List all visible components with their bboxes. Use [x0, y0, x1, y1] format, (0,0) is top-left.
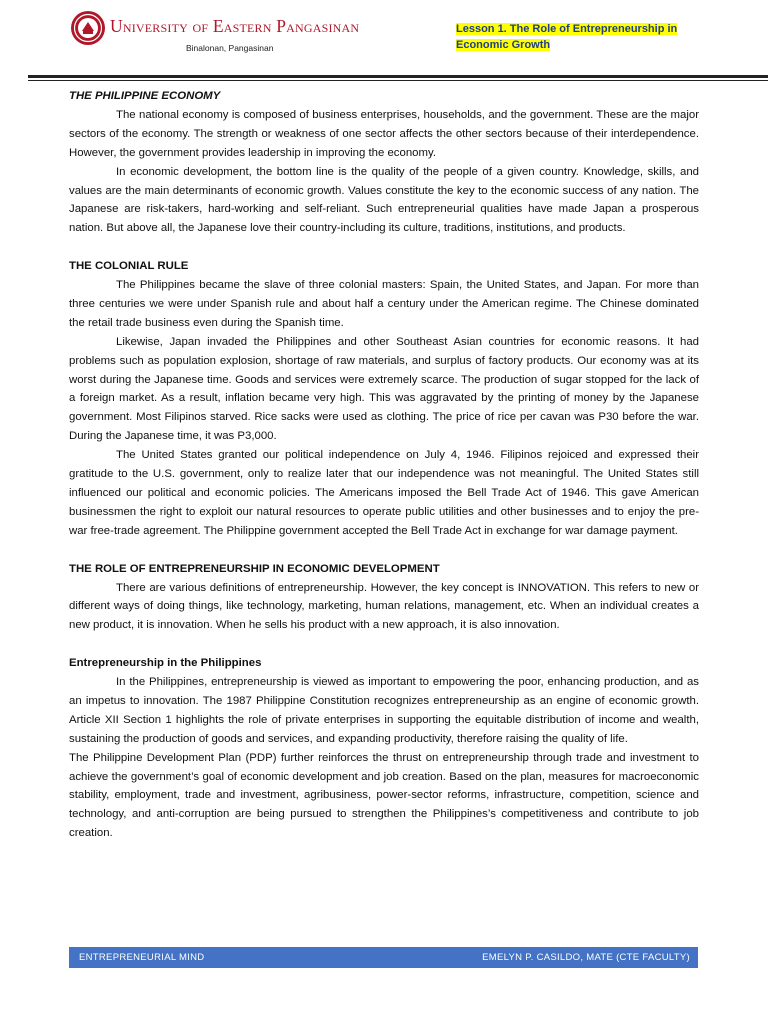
- paragraph: Likewise, Japan invaded the Philippines and other Southeast Asian countries for economic reasons. It had problems such as population explosion, shortage of raw materials, and surplus of factory products. Our economy was at its worst during the Japanese time. Goods and services were extremely scarce. The production of sugar stopped for the lack of a foreign market. As a result, inflation became very high. This was aggravated by the printing of money by the Japanese government. Most Filipinos starved. Rice sacks were used as clothing. The price of rice per cavan was P30 before the war. During the Japanese time, it was P3,000.: [69, 335, 699, 443]
- lesson-title: [456, 21, 696, 53]
- header-divider-thin: [28, 80, 768, 81]
- paragraph: In economic development, the bottom line is the quality of the people of a given country. Knowledge, skills, and values are the main determinants of economic growth. Values constitute the key to the economic success of any nation. The Japanese are risk-takers, hard-working and self-reliant. Such entrepreneurial qualities have made Japan a prosperous nation. But above all, the Japanese love their country-including its culture, traditions, institutions, and products.: [69, 165, 699, 235]
- university-seal-icon: [70, 10, 106, 46]
- paragraph: The Philippine Development Plan (PDP) further reinforces the thrust on entrepreneurship through trade and investment to achieve the government’s goal of economic development and job creation. Based on the plan, measures for macroeconomic stability, employment, trade and investment, agribusiness, power-sector reforms, infrastructure, competition, science and technology, and anti-corruption are being pursued to strengthen the Philippines’s competitiveness and contribute to job creation.: [69, 751, 699, 840]
- page-footer: [69, 947, 698, 968]
- university-location: Binalonan, Pangasinan: [186, 43, 274, 53]
- paragraph: In the Philippines, entrepreneurship is viewed as important to empowering the poor, enhancing production, and as an impetus to innovation. The 1987 Philippine Constitution recognizes entrepreneurship as an engine of economic growth. Article XII Section 1 highlights the role of private enterprises in supporting the equitable distribution of income and wealth, sustaining the production of goods and services, and expanding productivity, therefore raising the quality of life.: [69, 676, 699, 745]
- footer-course: ENTREPRENEURIAL MIND: [79, 952, 205, 963]
- header-divider: [28, 75, 768, 78]
- section-heading: THE PHILIPPINE ECONOMY: [69, 90, 221, 102]
- footer-author: EMELYN P. CASILDO, MATE (CTE FACULTY): [482, 952, 690, 963]
- section-heading: THE COLONIAL RULE: [69, 260, 189, 273]
- paragraph: There are various definitions of entrepreneurship. However, the key concept is INNOVATION. This refers to new or different ways of doing things, like technology, marketing, human relations, management, etc. When an individual creates a new product, it is innovation. When he sells his product with a new approach, it is also innovation.: [69, 581, 699, 632]
- university-name: University of Eastern Pangasinan: [110, 16, 360, 36]
- paragraph: The United States granted our political independence on July 4, 1946. Filipinos rejoiced and expressed their gratitude to the U.S. government, only to realize later that our independence was not meaningful. The United States still influenced our political and economic policies. The Americans imposed the Bell Trade Act of 1946. This gave American businessmen the right to exploit our natural resources to operate public utilities and other businesses and to enjoy the pre-war free-trade agreement. The Philippine government accepted the Bell Trade Act in exchange for war damage payment.: [69, 449, 699, 537]
- lesson-title-text: Lesson 1. The Role of Entrepreneurship in Economic Growth: [456, 23, 678, 51]
- section-heading: THE ROLE OF ENTREPRENEURSHIP IN ECONOMIC DEVELOPMENT: [69, 562, 440, 575]
- page-header: [0, 0, 768, 80]
- paragraph: The national economy is composed of business enterprises, households, and the government. These are the major sectors of the economy. The strength or weakness of one sector affects the other sectors because of their interdependence. However, the government provides leadership in improving the economy.: [69, 108, 699, 159]
- paragraph: The Philippines became the slave of three colonial masters: Spain, the United States, and Japan. For more than three centuries we were under Spanish rule and about half a century under the American regime. The Chinese dominated the retail trade business even during the Spanish time.: [69, 279, 699, 329]
- subsection-heading: Entrepreneurship in the Philippines: [69, 657, 262, 670]
- document-body: [69, 87, 699, 843]
